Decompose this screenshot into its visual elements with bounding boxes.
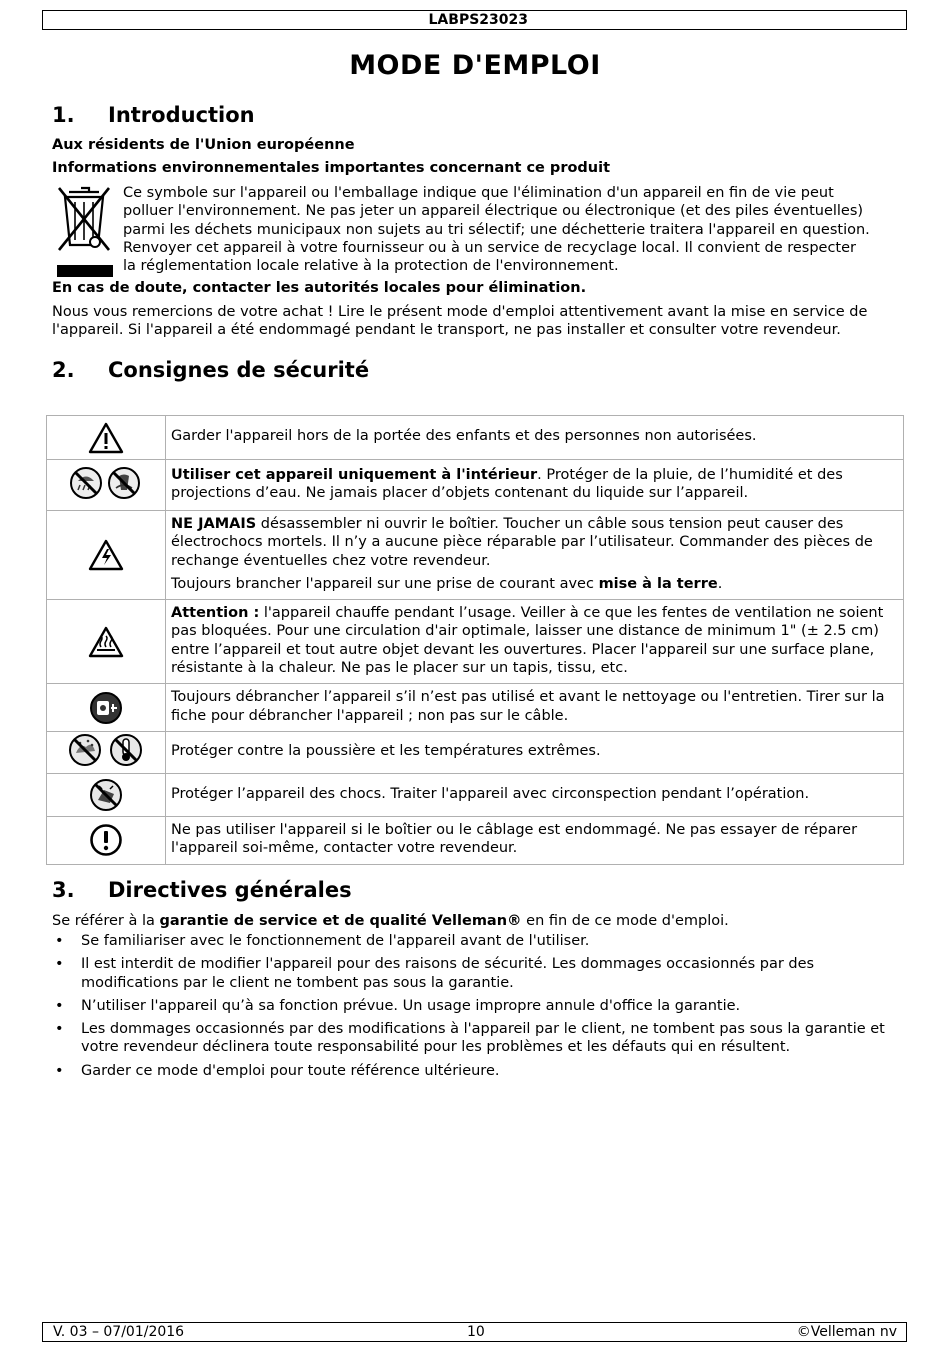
section-title: Consignes de sécurité [108, 358, 370, 382]
safety-row [47, 816, 904, 864]
weee-paragraph [123, 184, 903, 275]
intro-text: en fin de ce mode d'emploi. [521, 913, 729, 929]
list-item [52, 997, 892, 1015]
safety-text [171, 466, 897, 503]
safety-instructions-table [46, 415, 904, 865]
list-item [52, 955, 892, 992]
safety-text: Garder l'appareil hors de la portée des enfants et des personnes non autorisées. [171, 428, 757, 445]
weee-crossed-bin-icon [55, 184, 113, 280]
thanks-paragraph [52, 303, 912, 340]
page-number: 10 [467, 1324, 485, 1340]
safety-text-body: Toujours brancher l'appareil sur une prise de courant avec [171, 575, 599, 592]
electric-shock-icon [88, 539, 124, 571]
safety-row [47, 416, 904, 460]
safety-icon-cell [47, 816, 166, 864]
doubt-notice: En cas de doute, contacter les autorités locales pour élimination. [52, 280, 587, 296]
list-item [52, 932, 892, 950]
document-title: MODE D'EMPLOI [349, 50, 601, 81]
bullet-icon: • [55, 956, 64, 973]
general-directives-list [52, 932, 892, 1085]
safety-text: Protéger contre la poussière et les températures extrêmes. [171, 743, 601, 760]
safety-text: Toujours débrancher l’appareil s’il n’est pas utilisé et avant le nettoyage ou l'entretien. Tirer sur la fiche pour débrancher l'appareil ; non pas sur le câble. [171, 689, 885, 724]
safety-text-emphasis: NE JAMAIS [171, 516, 257, 532]
safety-text-body: désassembler ni ouvrir le boîtier. Toucher un câble sous tension peut causer des électrochocs mortels. Il n’y a aucune pièce réparable par l’utilisateur. Commander des pièces de rechange éventuelles chez votre revendeur. [171, 516, 873, 569]
dust-temperature-icon [68, 733, 144, 771]
safety-text-cell [166, 773, 904, 816]
safety-icon-cell [47, 731, 166, 773]
safety-text-cell [166, 416, 904, 460]
list-item-text: Il est interdit de modifier l'appareil pour des raisons de sécurité. Les dommages occasionnés par des modifications par le client ne tombent pas sous la garantie. [81, 956, 815, 991]
indoor-use-only-icon [69, 466, 143, 504]
safety-row [47, 731, 904, 773]
bullet-icon: • [55, 1062, 64, 1079]
safety-icon-cell [47, 416, 166, 460]
list-item-text: N’utiliser l'appareil qu’à sa fonction prévue. Un usage impropre annule d'office la garantie. [81, 997, 741, 1014]
safety-text-cell [166, 731, 904, 773]
list-item-text: Garder ce mode d'emploi pour toute référence ultérieure. [81, 1062, 500, 1079]
weee-line: Ce symbole sur l'appareil ou l'emballage indique que l'élimination d'un appareil en fin de vie peut [123, 185, 834, 201]
safety-text-emphasis: Utiliser cet appareil uniquement à l'intérieur [171, 466, 538, 483]
safety-text: Protéger l’appareil des chocs. Traiter l'appareil avec circonspection pendant l’opération. [171, 785, 810, 802]
safety-text-body: . Protéger de la pluie, de l’humidité et des projections d’eau. Ne jamais placer d’objets contenant du liquide sur l’appareil. [171, 466, 843, 501]
list-item-text: Les dommages occasionnés par des modifications à l'appareil par le client, ne tombent pas sous la garantie et votre revendeur déclinera toute responsabilité pour les problèmes et les défauts qui en résultent. [81, 1021, 885, 1056]
section-2-heading [52, 358, 369, 382]
section-3-heading [52, 878, 352, 902]
bullet-icon: • [55, 1021, 64, 1038]
safety-row [47, 773, 904, 816]
weee-line: parmi les déchets municipaux non sujets au tri sélectif; une déchetterie traitera l'appareil en question. [123, 221, 870, 238]
section-number: 1. [52, 103, 75, 127]
safety-icon-cell [47, 600, 166, 684]
safety-text [171, 604, 897, 677]
safety-text [171, 515, 897, 570]
list-item [52, 1020, 892, 1057]
safety-row [47, 600, 904, 684]
copyright: ©Velleman nv [796, 1324, 897, 1340]
weee-line: Renvoyer cet appareil à votre fournisseur ou à un service de recyclage local. Il convient de respecter [123, 239, 857, 256]
safety-text-body: l'appareil chauffe pendant l’usage. Veiller à ce que les fentes de ventilation ne soient pas bloquées. Pour une circulation d'air optimale, laisser une distance de minimum 1" (± 2.5 cm) entre l’appareil et tout autre objet devant les ouvertures. Placer l'appareil sur une surface plane, résistante à la chaleur. Ne pas le placer sur un tapis, tissu, etc. [171, 605, 884, 677]
safety-text-cell [166, 816, 904, 864]
bullet-icon: • [55, 933, 64, 949]
safety-row [47, 460, 904, 511]
page-header [42, 10, 907, 30]
safety-icon-cell [47, 460, 166, 511]
hot-surface-icon [88, 626, 124, 658]
shock-protection-icon [89, 778, 123, 812]
safety-icon-cell [47, 773, 166, 816]
safety-row [47, 684, 904, 732]
section-title: Directives générales [108, 878, 352, 902]
section-title: Introduction [108, 103, 255, 127]
intro-text: Se référer à la [52, 913, 160, 929]
thanks-line: Nous vous remercions de votre achat ! Lire le présent mode d'emploi attentivement avant la mise en service de [52, 304, 868, 320]
weee-line: la réglementation locale relative à la protection de l'environnement. [123, 258, 619, 275]
thanks-line: l'appareil. Si l'appareil a été endommagé pendant le transport, ne pas installer et consulter votre revendeur. [52, 322, 841, 339]
safety-row [47, 511, 904, 600]
general-directives-intro [52, 912, 912, 930]
safety-icon-cell [47, 684, 166, 732]
section-1-heading [52, 103, 255, 127]
version-date: V. 03 – 07/01/2016 [53, 1324, 185, 1340]
safety-text-body: . [717, 575, 723, 592]
section-number: 2. [52, 358, 75, 382]
exclamation-icon [89, 823, 123, 857]
safety-text-cell [166, 511, 904, 600]
safety-text-cell [166, 684, 904, 732]
warranty-reference: garantie de service et de qualité Velleman® [159, 913, 522, 929]
safety-text-emphasis: mise à la terre [598, 575, 718, 592]
list-item-text: Se familiariser avec le fonctionnement de l'appareil avant de l'utiliser. [81, 933, 590, 949]
section-number: 3. [52, 878, 75, 902]
bullet-icon: • [55, 997, 64, 1014]
safety-text-emphasis: Attention : [171, 605, 260, 622]
safety-text-cell [166, 460, 904, 511]
safety-text: Ne pas utiliser l'appareil si le boîtier ou le câblage est endommagé. Ne pas essayer de réparer l'appareil soi-même, contacter votre revendeur. [171, 821, 858, 857]
unplug-icon [89, 691, 123, 725]
eu-residents-subheading: Aux résidents de l'Union européenne [52, 137, 355, 153]
safety-icon-cell [47, 511, 166, 600]
warning-triangle-icon [88, 422, 124, 454]
weee-line: polluer l'environnement. Ne pas jeter un appareil électrique ou électronique (et des piles éventuelles) [123, 203, 864, 220]
environment-info-subheading: Informations environnementales importantes concernant ce produit [52, 160, 611, 176]
safety-text [171, 575, 897, 593]
page-footer [42, 1322, 907, 1342]
safety-text-cell [166, 600, 904, 684]
model-number: LABPS23023 [428, 12, 528, 28]
list-item [52, 1062, 892, 1080]
